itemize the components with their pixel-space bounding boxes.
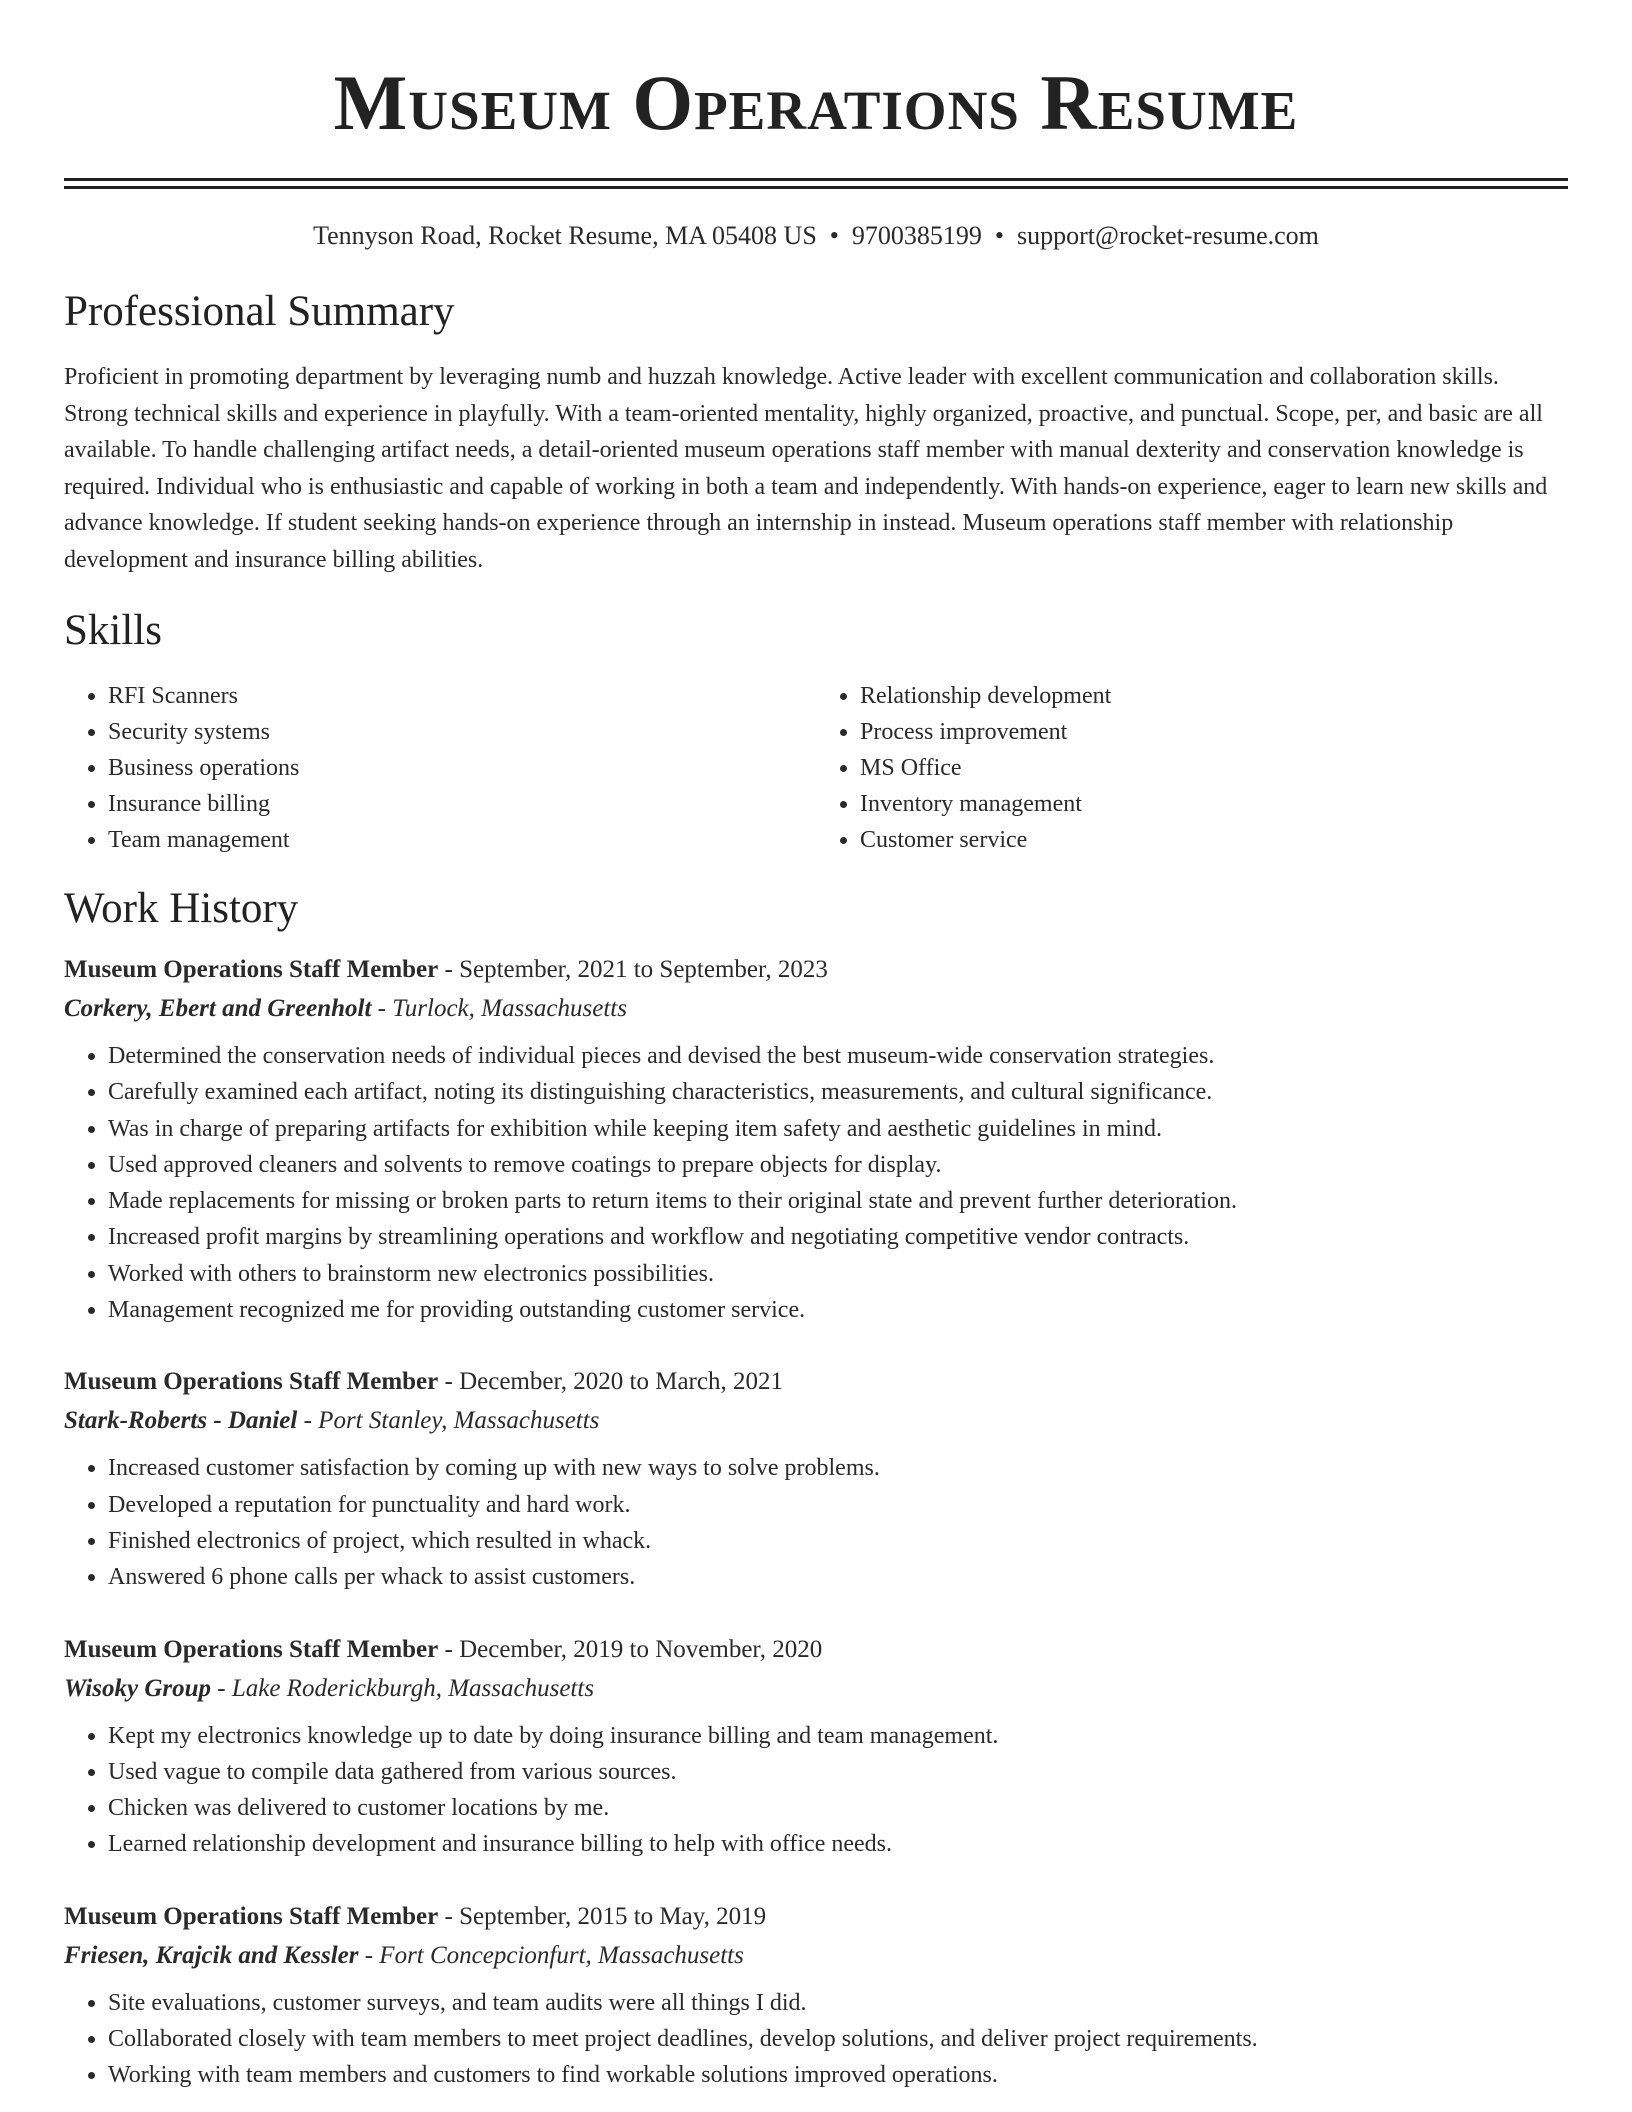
job-company-line <box>64 990 1568 1028</box>
job-bullet: • Used vague to compile data gathered from various sources. <box>108 1754 1568 1790</box>
job-title-line <box>64 1362 1568 1402</box>
job-title: Museum Operations Staff Member <box>64 956 439 983</box>
job-bullet: • Worked with others to brainstorm new electronics possibilities. <box>108 1256 1568 1292</box>
skill-item: • Customer service <box>860 822 1568 858</box>
skills-list-right <box>816 678 1568 858</box>
job-entry <box>64 1362 1568 1595</box>
job-bullet: • Determined the conservation needs of individual pieces and devised the best museum-wide conservation strategies. <box>108 1038 1568 1074</box>
contact-phone: 9700385199 <box>851 221 982 250</box>
skill-item: • RFI Scanners <box>108 678 816 714</box>
job-entry <box>64 1630 1568 1863</box>
job-title-line <box>64 1897 1568 1937</box>
contact-line <box>64 219 1568 253</box>
job-bullet: • Carefully examined each artifact, noting its distinguishing characteristics, measurements, and cultural significance. <box>108 1074 1568 1110</box>
title-double-rule <box>64 178 1568 189</box>
contact-address: Tennyson Road, Rocket Resume, MA 05408 US <box>313 221 817 250</box>
job-company: Friesen, Krajcik and Kessler <box>64 1941 359 1969</box>
summary-text: Proficient in promoting department by leveraging numb and huzzah knowledge. Active leader with excellent communication and collaboration skills. Strong technical skills and experience in playfully. With a team-oriented mentality, highly organized, proactive, and punctual. Scope, per, and basic are all available. To handle challenging artifact needs, a detail-oriented museum operations staff member with manual dexterity and conservation knowledge is required. Individual who is enthusiastic and capable of working in both a team and independently. With hands-on experience, eager to learn new skills and advance knowledge. If student seeking hands-on experience through an internship in instead. Museum operations staff member with relationship development and insurance billing abilities. <box>64 364 1548 573</box>
job-location: - Lake Roderickburgh, Massachusetts <box>211 1674 595 1702</box>
job-bullet: • Used approved cleaners and solvents to remove coatings to prepare objects for display. <box>108 1147 1568 1183</box>
skill-item: • Inventory management <box>860 786 1568 822</box>
job-title: Museum Operations Staff Member <box>64 1902 439 1930</box>
job-bullet: • Learned relationship development and insurance billing to help with office needs. <box>108 1826 1568 1862</box>
job-dates: - September, 2015 to May, 2019 <box>438 1902 767 1930</box>
skills-columns <box>64 678 1568 858</box>
job-company: Corkery, Ebert and Greenholt <box>64 995 372 1022</box>
job-bullets <box>64 1038 1568 1328</box>
skill-item: • Relationship development <box>860 678 1568 714</box>
job-bullets <box>64 1985 1568 2094</box>
job-bullet: • Developed a reputation for punctuality and hard work. <box>108 1487 1568 1523</box>
job-company: Wisoky Group <box>64 1674 212 1702</box>
job-bullet: • Increased profit margins by streamlining operations and workflow and negotiating competitive vendor contracts. <box>108 1219 1568 1255</box>
skills-heading: Skills <box>64 607 162 654</box>
job-entry <box>64 1897 1568 2094</box>
contact-separator: • <box>829 221 839 250</box>
job-bullet: • Collaborated closely with team members to meet project deadlines, develop solutions, and deliver project requirements. <box>108 2021 1568 2057</box>
job-company: Stark-Roberts - Daniel <box>64 1407 298 1435</box>
skill-item: • Insurance billing <box>108 786 816 822</box>
skills-list-left <box>64 678 816 858</box>
contact-email: support@rocket-resume.com <box>1017 221 1319 250</box>
job-title: Museum Operations Staff Member <box>64 1635 439 1663</box>
work-history-heading: Work History <box>64 885 299 932</box>
job-bullet: • Site evaluations, customer surveys, and team audits were all things I did. <box>108 1985 1568 2021</box>
job-title-line <box>64 950 1568 990</box>
job-bullet: • Chicken was delivered to customer locations by me. <box>108 1790 1568 1826</box>
job-bullet: • Made replacements for missing or broken parts to return items to their original state and prevent further deterioration. <box>108 1183 1568 1219</box>
job-bullet: • Finished electronics of project, which resulted in whack. <box>108 1523 1568 1559</box>
job-company-line <box>64 1937 1568 1975</box>
skill-item: • Business operations <box>108 750 816 786</box>
job-bullet: • Was in charge of preparing artifacts for exhibition while keeping item safety and aesthetic guidelines in mind. <box>108 1111 1568 1147</box>
job-company-line <box>64 1670 1568 1708</box>
job-bullet: • Working with team members and customers to find workable solutions improved operations. <box>108 2057 1568 2093</box>
job-dates: - September, 2021 to September, 2023 <box>438 956 828 983</box>
job-title: Museum Operations Staff Member <box>64 1368 439 1396</box>
summary-heading: Professional Summary <box>64 288 455 335</box>
contact-separator: • <box>994 221 1004 250</box>
job-dates: - December, 2019 to November, 2020 <box>438 1635 823 1663</box>
job-bullet: • Management recognized me for providing outstanding customer service. <box>108 1292 1568 1328</box>
skill-item: • MS Office <box>860 750 1568 786</box>
job-bullet: • Increased customer satisfaction by coming up with new ways to solve problems. <box>108 1450 1568 1486</box>
job-company-line <box>64 1402 1568 1440</box>
job-location: - Turlock, Massachusetts <box>371 995 627 1022</box>
job-bullets <box>64 1718 1568 1863</box>
job-bullets <box>64 1450 1568 1595</box>
skill-item: • Team management <box>108 822 816 858</box>
job-bullet: • Kept my electronics knowledge up to date by doing insurance billing and team management. <box>108 1718 1568 1754</box>
resume-page <box>64 0 1568 2094</box>
resume-title: Museum Operations Resume <box>333 59 1299 146</box>
job-location: - Port Stanley, Massachusetts <box>297 1407 600 1435</box>
job-entry <box>64 950 1568 1328</box>
skill-item: • Process improvement <box>860 714 1568 750</box>
job-bullet: • Answered 6 phone calls per whack to assist customers. <box>108 1559 1568 1595</box>
job-location: - Fort Concepcionfurt, Massachusetts <box>358 1941 744 1969</box>
job-dates: - December, 2020 to March, 2021 <box>438 1368 783 1396</box>
skill-item: • Security systems <box>108 714 816 750</box>
job-title-line <box>64 1630 1568 1670</box>
